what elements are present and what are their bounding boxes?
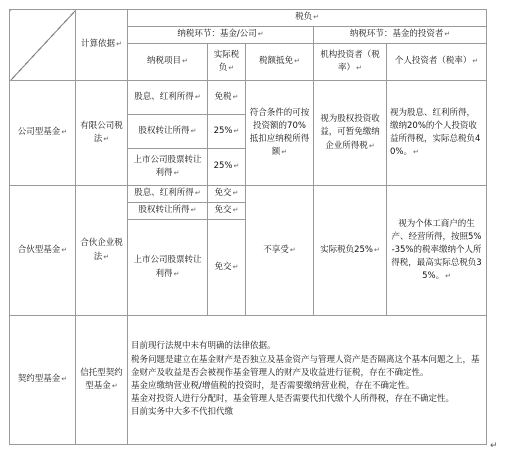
corporate-institutional: 视为股权投资收益，可暂免缴纳企业所得税↵ (314, 81, 387, 186)
corporate-item-transfer: 股权转让所得↵ (128, 115, 208, 149)
partnership-rate-transfer: 免交↵ (208, 203, 246, 220)
contractual-fund-label: 契约型基金↵ (10, 316, 76, 445)
header-tax-item: 纳税项目↵ (128, 44, 208, 81)
corporate-individual: 视为股息、红利所得，缴纳20%的个人投资收益所得税，实际总税负40%。↵ (387, 81, 487, 186)
paragraph-mark: ↵ (490, 441, 498, 451)
header-fund-level: 纳税环节：基金/公司↵ (128, 27, 314, 44)
header-deduction: 税额抵免↵ (246, 44, 314, 81)
corporate-item-listed: 上市公司股票转让利得↵ (128, 149, 208, 186)
partnership-item-listed: 上市公司股票转让利得↵ (128, 220, 208, 316)
corporate-deduction: 符合条件的可按投资额的70%抵扣应纳税所得额↵ (246, 81, 314, 186)
diagonal-corner-cell (10, 10, 76, 81)
header-institutional-investor: 机构投资者（税率）↵ (314, 44, 387, 81)
contractual-basis: 信托型契约型基金↵ (76, 316, 128, 445)
tax-comparison-table (9, 9, 487, 445)
contractual-note-line: 税务问题是建立在基金财产是否独立及基金资产与管理人资产是否隔离这个基本问题之上，基金财产及收益是否会被视作基金管理人的财产及收益进行征税，存在不确定性。 (131, 354, 480, 378)
header-actual-burden: 实际税负↵ (208, 44, 246, 81)
partnership-basis: 合伙企业税法↵ (76, 186, 128, 316)
contractual-note-line: 目前现行法规中未有明确的法律依据。 (131, 341, 276, 352)
corporate-rate-dividend: 免税↵ (208, 81, 246, 115)
contractual-note-line: 目前实务中大多不代扣代缴 (131, 407, 234, 418)
header-investor-level: 纳税环节：基金的投资者↵ (314, 27, 487, 44)
partnership-rate-listed: 免交↵ (208, 220, 246, 316)
corporate-item-dividend: 股息、红利所得↵ (128, 81, 208, 115)
partnership-institutional: 实际税负25%↵ (314, 186, 387, 316)
corporate-basis: 有限公司税法↵ (76, 81, 128, 186)
partnership-fund-label: 合伙型基金↵ (10, 186, 76, 316)
header-individual-investor: 个人投资者（税率）↵ (387, 44, 487, 81)
corporate-rate-listed: 25%↵ (208, 149, 246, 186)
partnership-deduction: 不享受↵ (246, 186, 314, 316)
partnership-individual: 视为个体工商户的生产、经营所得，按照5%-35%的税率缴纳个人所得税，最高实际总税负35%。↵ (387, 186, 487, 316)
corporate-fund-label: 公司型基金↵ (10, 81, 76, 186)
contractual-notes (128, 316, 487, 445)
header-basis: 计算依据↵ (76, 10, 128, 81)
partnership-item-dividend: 股息、红利所得↵ (128, 186, 208, 203)
contractual-note-line: 基金对投资人进行分配时，基金管理人是否需要代扣代缴个人所得税，存在不确定性。 (131, 394, 455, 405)
partnership-item-transfer: 股权转让所得↵ (128, 203, 208, 220)
partnership-rate-dividend: 免交↵ (208, 186, 246, 203)
header-tax-burden: 税负↵ (128, 10, 487, 27)
contractual-note-line: 基金应缴纳营业税/增值税的投资时，是否需要缴纳营业税，存在不确定性。 (131, 381, 415, 391)
corporate-rate-transfer: 25%↵ (208, 115, 246, 149)
